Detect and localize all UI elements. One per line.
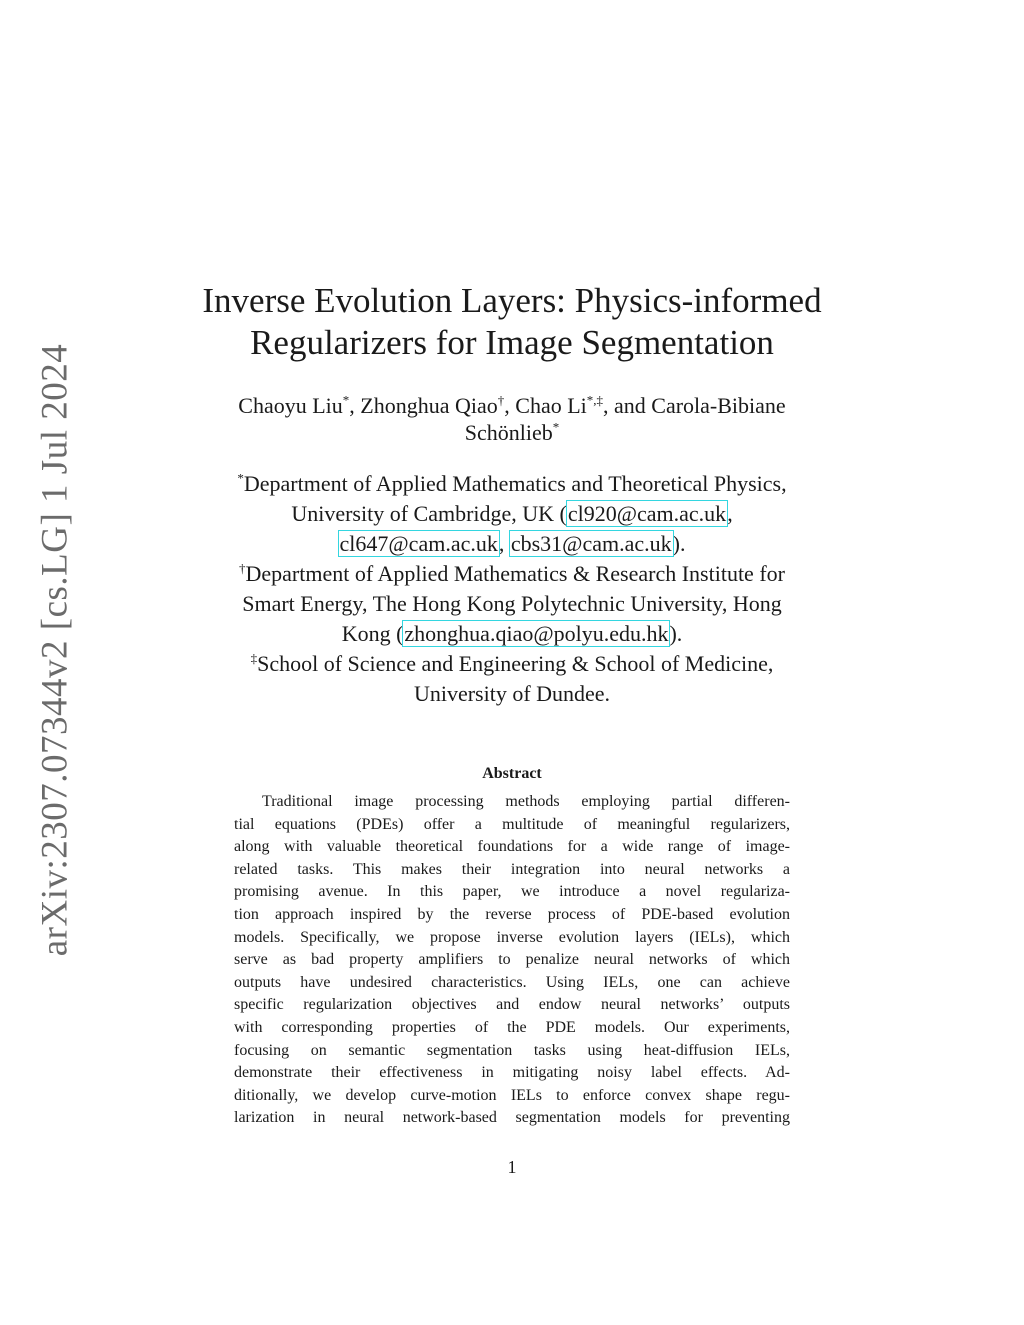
email-link-cl920[interactable]: cl920@cam.ac.uk <box>567 501 727 526</box>
affiliation-text: Department of Applied Mathematics and Theoretical Physics, <box>243 471 787 496</box>
author-name: Schönlieb <box>464 420 553 445</box>
affiliation-text: Kong ( <box>341 621 404 646</box>
affiliation-text: School of Science and Engineering & School of Medicine, <box>257 651 774 676</box>
abstract-line: models. Specifically, we propose inverse evolution layers (IELs), which <box>234 928 790 946</box>
affiliation-text: University of Cambridge, UK ( <box>291 501 567 526</box>
author-mark: † <box>497 392 505 408</box>
arxiv-identifier: arXiv:2307.07344v2 [cs.LG] 1 Jul 2024 <box>34 343 76 957</box>
author-name: Chaoyu Liu <box>238 393 343 418</box>
affiliations <box>150 469 874 709</box>
affiliation-text: Department of Applied Mathematics & Research Institute for <box>245 561 785 586</box>
abstract-line: focusing on semantic segmentation tasks using heat-diffusion IELs, <box>234 1041 790 1059</box>
punctuation: , <box>727 501 733 526</box>
author-name: , Chao Li <box>504 393 587 418</box>
affiliation-mark: † <box>239 560 246 576</box>
author-name: , Zhonghua Qiao <box>349 393 498 418</box>
abstract-line: outputs have undesired characteristics. Using IELs, one can achieve <box>234 973 790 991</box>
title-line-2: Regularizers for Image Segmentation <box>250 323 774 362</box>
punctuation: ). <box>669 621 683 646</box>
affiliation-1-line-2 <box>150 499 874 529</box>
abstract-line: specific regularization objectives and endow neural networks’ outputs <box>234 996 790 1014</box>
affiliation-1-line-3 <box>150 529 874 559</box>
abstract-line: serve as bad property amplifiers to penalize neural networks of which <box>234 951 790 969</box>
email-link-zhonghua[interactable]: zhonghua.qiao@polyu.edu.hk <box>404 621 669 646</box>
author-mark: * <box>342 392 350 408</box>
punctuation: ). <box>672 531 686 556</box>
abstract-line: Traditional image processing methods employing partial differen- <box>262 793 790 810</box>
affiliation-2-line-1 <box>150 559 874 589</box>
page-number: 1 <box>507 1157 517 1177</box>
abstract-line: ditionally, we develop curve-motion IELs to enforce convex shape regu- <box>234 1086 790 1104</box>
author-name: , and Carola-Bibiane <box>603 393 786 418</box>
abstract-line: demonstrate their effectiveness in mitigating noisy label effects. Ad- <box>234 1064 790 1082</box>
affiliation-mark: ‡ <box>250 650 258 666</box>
affiliation-1-line-1 <box>150 469 874 499</box>
abstract-line: related tasks. This makes their integration into neural networks a <box>234 860 790 878</box>
abstract-line: with corresponding properties of the PDE models. Our experiments, <box>234 1018 790 1036</box>
affiliation-3-line-2: University of Dundee. <box>413 681 611 706</box>
abstract-line: larization in neural network-based segmentation models for preventing <box>234 1109 790 1127</box>
title-line-1: Inverse Evolution Layers: Physics-informed <box>202 281 822 320</box>
affiliation-mark: * <box>237 470 244 486</box>
abstract-heading: Abstract <box>482 765 542 782</box>
affiliation-3-line-1 <box>150 649 874 679</box>
affiliation-2-line-2: Smart Energy, The Hong Kong Polytechnic University, Hong <box>242 591 782 616</box>
abstract-line: promising avenue. In this paper, we introduce a novel regulariza- <box>234 883 790 901</box>
abstract-body <box>234 791 790 1130</box>
abstract-line: tion approach inspired by the reverse process of PDE-based evolution <box>234 905 790 923</box>
abstract-line: along with valuable theoretical foundations for a wide range of image- <box>234 838 790 856</box>
paper-title <box>160 280 864 364</box>
authors-line-1 <box>160 392 864 419</box>
abstract-line: tial equations (PDEs) offer a multitude of meaningful regularizers, <box>234 815 790 833</box>
authors-line-2 <box>160 419 864 446</box>
affiliation-2-line-3 <box>150 619 874 649</box>
email-link-cl647[interactable]: cl647@cam.ac.uk <box>339 531 498 556</box>
author-mark: * <box>552 419 560 435</box>
punctuation: , <box>498 531 510 556</box>
email-link-cbs31[interactable]: cbs31@cam.ac.uk <box>510 531 672 556</box>
author-mark: *,‡ <box>586 392 604 408</box>
author-list <box>160 392 864 446</box>
